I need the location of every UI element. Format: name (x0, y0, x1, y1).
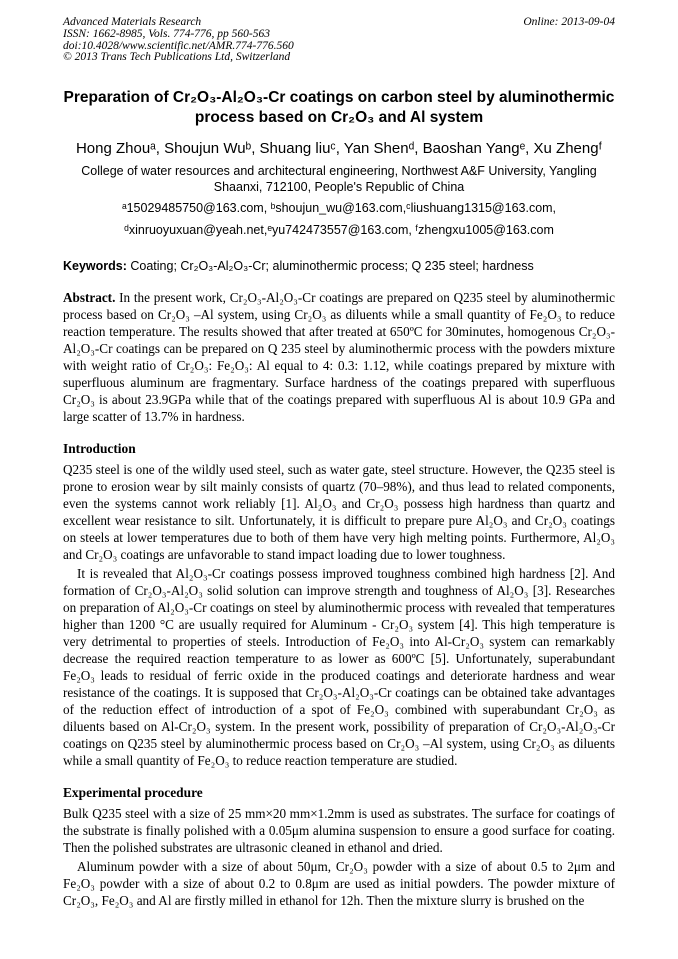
introduction-paragraph-1: Q235 steel is one of the wildly used steel, such as water gate, steel structure. However, the Q235 steel is prone to erosion wear by silt mainly consists of quartz (70–98%), and thus lead to related components, even the systems cannot work reliably [1]. Al₂O₃ and Cr₂O₃ possess high hardness than quartz and excellent wear resistance to silt. Unfortunately, it is difficult to prepare pure Al₂O₃ and Cr₂O₃ coatings on steels at lower temperatures due to both of them have very high melting points. Furthermore, Al₂O₃ and Cr₂O₃ coatings are unfavorable to stand impact loading due to lower toughness. (63, 462, 615, 563)
author-emails-line1: ᵃ15029485750@163.com, ᵇshoujun_wu@163.com,ᶜliushuang1315@163.com, (121, 201, 557, 216)
paper-title: Preparation of Cr₂O₃-Al₂O₃-Cr coatings on carbon steel by aluminothermic process based on Cr₂O₃ and Al system (63, 89, 615, 126)
journal-issn-line: ISSN: 1662-8985, Vols. 774-776, pp 560-563 (63, 27, 270, 40)
keywords-label: Keywords: (63, 259, 127, 274)
experimental-paragraph-1: Bulk Q235 steel with a size of 25 mm×20 mm×1.2mm is used as substrates. The surface for coatings of the substrate is finally polished with a 0.05μm alumina suspension to ensure a good surface for coating. Then the polished substrates are ultrasonic cleaned in ethanol and dried. (63, 806, 615, 856)
journal-info-block (63, 17, 294, 64)
abstract-text: In the present work, Cr₂O₃-Al₂O₃-Cr coatings are prepared on Q235 steel by aluminothermic process based on Cr₂O₃ –Al system, using Cr₂O₃ as diluents while a small quantity of Fe₂O₃ to reduce reaction temperature. The results showed that after treated at 650ºC for 30minutes, homogenous Cr₂O₃-Al₂O₃-Cr coatings can be prepared on Q 235 steel by aluminothermic process with the powders mixture with weight ratio of Cr₂O₃: Fe₂O₃: Al equal to 4: 0.3: 1.12, while coatings prepared by mixture with superfluous aluminum are fragmentary. Surface hardness of the coatings prepared with superfluous Cr₂O₃ is about 23.9GPa while that of the coatings prepared with superfluous Al is about 10.9 GPa and large scatter of 13.7% in hardness. (63, 290, 615, 425)
experimental-paragraph-2: Aluminum powder with a size of about 50μm, Cr₂O₃ powder with a size of about 0.5 to 2μm and Fe₂O₃ powder with a size of about 0.2 to 0.8μm are used as initial powders. The powder mixture of Cr₂O₃, Fe₂O₃ and Al are firstly milled in ethanol for 12h. Then the mixture slurry is brushed on the (63, 859, 615, 909)
experimental-procedure-heading: Experimental procedure (63, 785, 203, 801)
keywords-text: Coating; Cr₂O₃-Al₂O₃-Cr; aluminothermic process; Q 235 steel; hardness (126, 259, 534, 274)
authors-line: Hong Zhouᵃ, Shoujun Wuᵇ, Shuang liuᶜ, Yan Shenᵈ, Baoshan Yangᵉ, Xu Zhengᶠ (75, 140, 603, 158)
abstract-paragraph (63, 289, 615, 425)
section-introduction (63, 440, 615, 769)
keywords-line (63, 259, 615, 274)
introduction-paragraph-2: It is revealed that Al₂O₃-Cr coatings possess improved toughness combined high hardness [2]. And formation of Cr₂O₃-Al₂O₃ solid solution can improve strength and toughness of Al₂O₃ [3]. Researches on preparation of Al₂O₃-Cr coatings on steel by aluminothermic process with revealed that temperatures higher than 1200 °C are usually required for Aluminum - Cr₂O₃ system [4]. This high temperature is very detrimental to properties of steels. Introduction of Fe₂O₃ into Al-Cr₂O₃ system can remarkably decrease the required reaction temperature to as lower as 600ºC [5]. Unfortunately, superabundant Fe₂O₃ leads to residual of ferric oxide in the produced coatings and deteriorate hardness and wear resistance of the coatings. It is supposed that Cr₂O₃-Al₂O₃-Cr coatings can be obtained take advantages of the reduction effect of introduction of a spot of Fe₂O₃ combined with superabundant Cr₂O₃ as diluents based on Al-Cr₂O₃ system. In the present work, possibility of preparation of Cr₂O₃-Al₂O₃-Cr coatings on Q235 steel by aluminothermic process based on Cr₂O₃ –Al system, using Cr₂O₃ as diluents while a small quantity of Fe₂O₃ to reduce reaction temperature are studied. (63, 566, 615, 769)
journal-name: Advanced Materials Research (63, 16, 202, 28)
section-experimental-procedure (63, 784, 615, 909)
journal-copyright-line: © 2013 Trans Tech Publications Ltd, Switzerland (63, 51, 291, 64)
introduction-heading: Introduction (63, 441, 136, 457)
journal-header (63, 17, 615, 64)
online-date: Online: 2013-09-04 (523, 16, 615, 28)
abstract-label: Abstract. (63, 290, 116, 306)
author-emails-line2: ᵈxinruoyuxuan@yeah.net,ᵉyu742473557@163.com, ᶠzhengxu1005@163.com (124, 223, 554, 238)
affiliation-line: College of water resources and architectural engineering, Northwest A&F University, Yangling Shaanxi, 712100, People's Republic of China (81, 164, 597, 194)
journal-doi-line: doi:10.4028/www.scientific.net/AMR.774-776.560 (63, 39, 294, 52)
